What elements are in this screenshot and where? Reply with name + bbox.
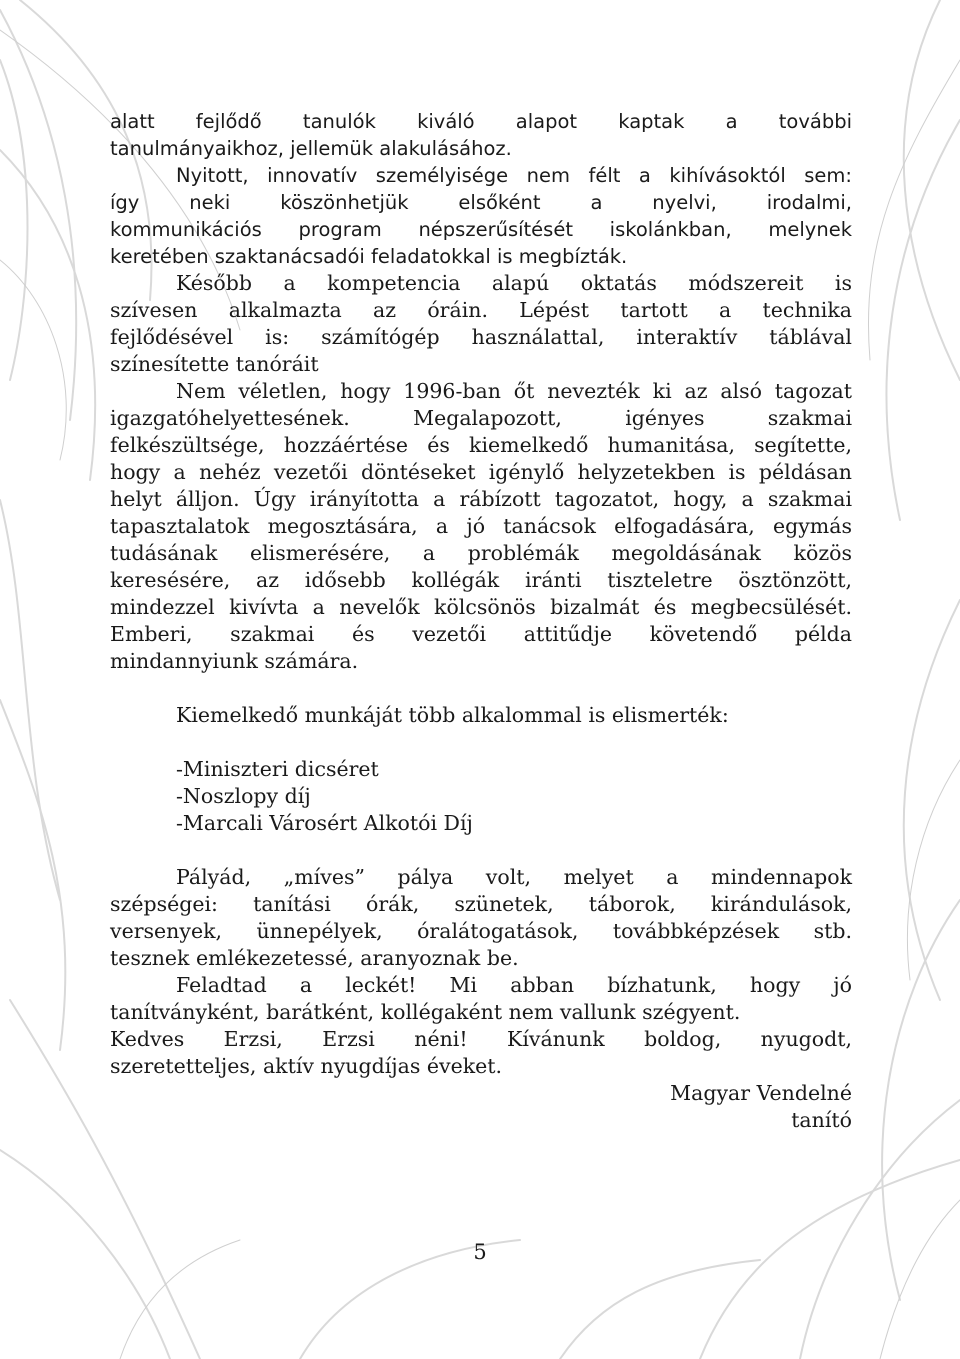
award-item: -Miniszteri dicséret [176, 757, 379, 781]
signature-title: tanító [791, 1108, 852, 1132]
awards-intro: Kiemelkedő munkáját több alkalommal is elismerték: [176, 703, 729, 727]
text-line: kommunikációs program népszerűsítését iskolánkban, melynek [110, 218, 852, 241]
text-line: szépségei: tanítási órák, szünetek, táborok, kirándulások, [110, 892, 852, 916]
text-line: tudásának elismerésére, a problémák megoldásának közös [110, 541, 852, 565]
text-line: Nyitott, innovatív személyisége nem félt a kihívásoktól sem: [176, 164, 852, 187]
award-item: -Noszlopy díj [176, 784, 311, 808]
text-line: tesznek emlékezetessé, aranyoznak be. [110, 946, 519, 970]
letter-body [110, 108, 852, 1134]
text-line: felkészültsége, hozzáértése és kiemelkedő humanitása, segítette, [110, 433, 852, 457]
award-item: -Marcali Városért Alkotói Díj [176, 811, 473, 835]
text-line: fejlődésével is: számítógép használattal, interaktív táblával [110, 325, 852, 349]
text-line: Emberi, szakmai és vezetői attitűdje követendő példa [110, 622, 852, 646]
text-line: mindannyiunk számára. [110, 649, 359, 673]
text-line: helyt álljon. Úgy irányította a rábízott tagozatot, hogy, a szakmai [110, 487, 852, 511]
text-line: szívesen alkalmazta az óráin. Lépést tartott a technika [110, 298, 852, 322]
text-line: Nem véletlen, hogy 1996-ban őt nevezték ki az alsó tagozat [176, 379, 852, 403]
text-line: versenyek, ünnepélyek, óralátogatások, továbbképzések stb. [110, 919, 852, 943]
text-line: tanulmányaikhoz, jellemük alakulásához. [110, 137, 512, 160]
text-line: Feladtad a leckét! Mi abban bízhatunk, hogy jó [176, 973, 852, 997]
text-line: hogy a nehéz vezetői döntéseket igénylő helyzetekben is példásan [110, 460, 852, 484]
text-line: keretében szaktanácsadói feladatokkal is megbízták. [110, 245, 628, 268]
signature-name: Magyar Vendelné [670, 1081, 852, 1105]
text-line: tapasztalatok megosztására, a jó tanácsok elfogadására, egymás [110, 514, 852, 538]
text-line: igazgatóhelyettesének. Megalapozott, igényes szakmai [110, 406, 852, 430]
text-line: alatt fejlődő tanulók kiváló alapot kaptak a további [110, 110, 852, 133]
page-number: 5 [473, 1240, 487, 1264]
text-line: szeretetteljes, aktív nyugdíjas éveket. [110, 1054, 503, 1078]
text-line: így neki köszönhetjük elsőként a nyelvi, irodalmi, [110, 191, 852, 214]
text-line: színesítette tanóráit [110, 352, 319, 376]
text-line: tanítványként, barátként, kollégaként nem vallunk szégyent. [110, 1000, 741, 1024]
text-line: Pályád, „míves” pálya volt, melyet a mindennapok [176, 865, 852, 889]
text-line: Később a kompetencia alapú oktatás módszereit is [176, 271, 852, 295]
text-line: Kedves Erzsi, Erzsi néni! Kívánunk boldog, nyugodt, [110, 1027, 852, 1051]
text-line: mindezzel kivívta a nevelők kölcsönös bizalmát és megbecsülését. [110, 595, 852, 619]
text-line: keresésére, az idősebb kollégák iránti tiszteletre ösztönzött, [110, 568, 852, 592]
